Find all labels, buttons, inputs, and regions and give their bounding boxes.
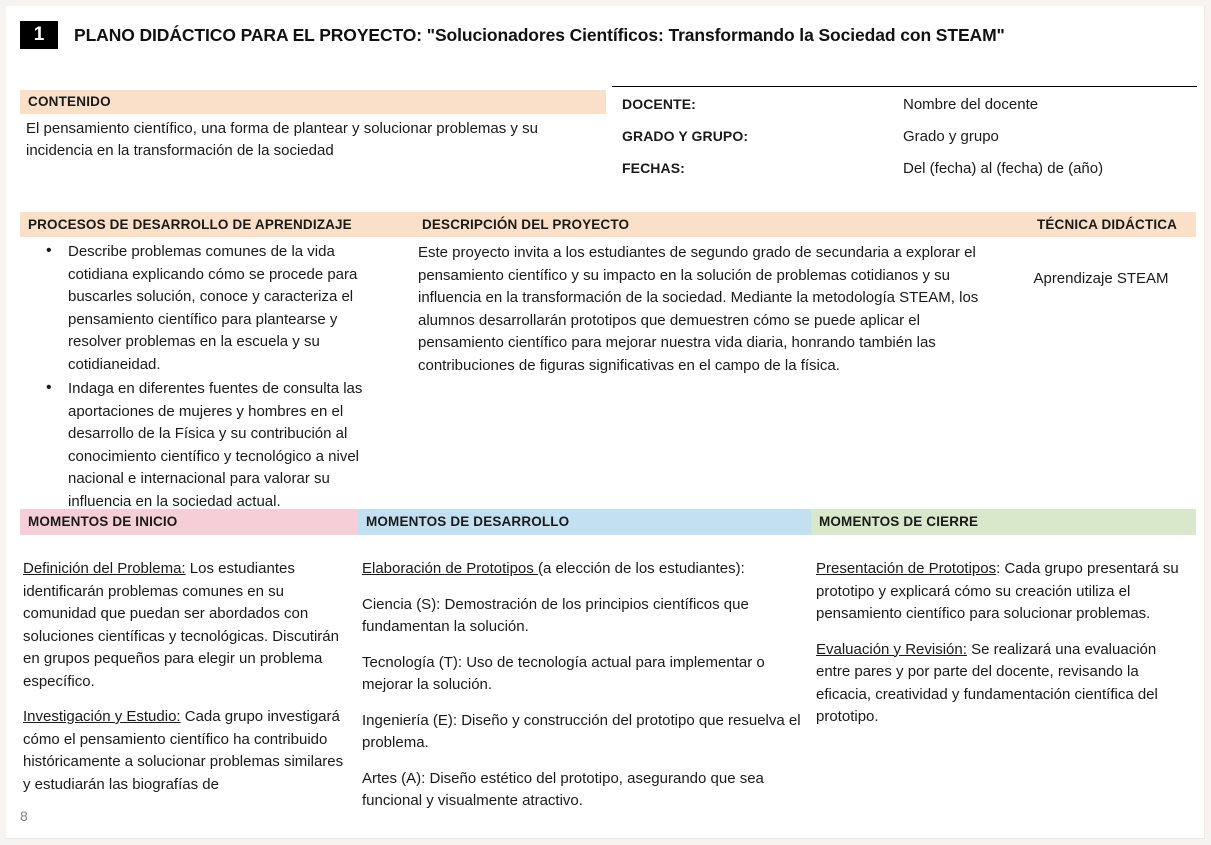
momentos-paragraph-body: Se realizará una evaluación entre pares y por parte del docente, revisando la eficacia, creatividad y fundamentación científica del prototipo.: [816, 640, 1158, 725]
descripcion-body-text: Este proyecto invita a los estudiantes de segundo grado de secundaria a explorar el pensamiento científico y su impacto en la solución de problemas cotidianos y su influencia en la transformación de la sociedad. Mediante la metodología STEAM, los alumnos desarrollarán prototipos que demuestren cómo se puede aplicar el pensamiento científico para mejorar nuestra vida diaria, honrando también las contribuciones de figuras significativas en el campo de la física.: [418, 244, 979, 374]
procesos-bullet-list: [36, 241, 392, 515]
section-number-badge: 1: [20, 21, 58, 49]
momentos-desarrollo-header-label: MOMENTOS DE DESARROLLO: [366, 514, 570, 529]
momentos-paragraph-body: (a elección de los estudiantes):: [537, 560, 745, 577]
info-label-docente: DOCENTE:: [622, 96, 696, 112]
momentos-paragraph: [362, 652, 802, 697]
contenido-header-band: [20, 90, 606, 114]
momentos-paragraph-body: Los estudiantes identificarán problemas comunes en su comunidad que puedan ser abordados con soluciones científicas y tecnológicas. Discutirán en grupos pequeños para elegir un problema específico.: [23, 560, 339, 690]
info-divider-rule: [612, 86, 1197, 87]
tecnica-didactica-value: Aprendizaje STEAM: [1033, 270, 1169, 287]
momentos-paragraph-body: Artes (A): Diseño estético del prototipo, asegurando que sea funcional y visualmente atractivo.: [362, 769, 764, 809]
momentos-paragraph-lead: Investigación y Estudio:: [23, 708, 181, 725]
info-label-grado-grupo: GRADO Y GRUPO:: [622, 128, 749, 144]
momentos-inicio-header-label: MOMENTOS DE INICIO: [28, 514, 178, 529]
momentos-paragraph: [816, 558, 1191, 626]
momentos-paragraph-body: Ingeniería (E): Diseño y construcción del prototipo que resuelva el problema.: [362, 711, 801, 751]
list-item: • Describe problemas comunes de la vida cotidiana explicando cómo se procede para buscarles solución, conoce y caracteriza el pensamiento científico para plantearse y resolver problemas en la escuela y su cotidianeidad.: [36, 241, 392, 376]
momentos-paragraph-body: : Cada grupo presentará su prototipo y explicará cómo su creación utiliza el pensamiento científico para solucionar problemas.: [816, 560, 1179, 622]
momentos-paragraph-body: Cada grupo investigará cómo el pensamiento científico ha contribuido históricamente a solucionar problemas similares y estudiarán las biografías de: [23, 708, 344, 793]
momentos-cierre-column: [816, 558, 1191, 729]
info-fields-block: [612, 92, 1197, 188]
momentos-paragraph: [23, 558, 353, 693]
momentos-paragraph: [23, 706, 353, 796]
momentos-paragraph-lead: Presentación de Prototipos: [816, 560, 997, 577]
momentos-paragraph-body: Tecnología (T): Uso de tecnología actual para implementar o mejorar la solución.: [362, 653, 765, 693]
momentos-paragraph-body: Ciencia (S): Demostración de los principios científicos que fundamentan la solución.: [362, 595, 749, 635]
momentos-paragraph-lead: Elaboración de Prototipos: [362, 560, 538, 577]
info-label-fechas: FECHAS:: [622, 160, 685, 176]
momentos-paragraph-lead: Definición del Problema:: [23, 560, 186, 577]
section2-header-band: [20, 212, 1196, 237]
momentos-paragraph-lead: Evaluación y Revisión:: [816, 640, 967, 658]
momentos-desarrollo-header-band: [358, 509, 811, 535]
info-value-grado-grupo: Grado y grupo: [903, 128, 999, 145]
info-row-docente: [612, 92, 1197, 124]
section2-header-descripcion: DESCRIPCIÓN DEL PROYECTO: [422, 217, 630, 232]
section2-header-procesos: PROCESOS DE DESARROLLO DE APRENDIZAJE: [28, 217, 352, 232]
info-row-fechas: [612, 156, 1197, 188]
momentos-paragraph: [362, 594, 802, 639]
momentos-paragraph: [816, 639, 1191, 729]
contenido-body-text: El pensamiento científico, una forma de plantear y solucionar problemas y su incidencia en la transformación de la sociedad: [26, 120, 538, 159]
info-value-docente: Nombre del docente: [903, 96, 1039, 113]
momentos-paragraph: [362, 768, 802, 813]
page-number: 8: [20, 808, 28, 824]
page-title: PLANO DIDÁCTICO PARA EL PROYECTO: "Solucionadores Científicos: Transformando la Sociedad con STEAM": [74, 24, 1005, 45]
list-item: • Indaga en diferentes fuentes de consulta las aportaciones de mujeres y hombres en el desarrollo de la Física y su contribución al conocimiento científico y tecnológico a nivel nacional e internacional para valorar su influencia en la sociedad actual.: [36, 378, 392, 513]
contenido-header-label: CONTENIDO: [28, 94, 111, 109]
momentos-paragraph: [362, 710, 802, 755]
momentos-cierre-header-band: [811, 509, 1196, 535]
info-value-fechas: Del (fecha) al (fecha) de (año): [903, 160, 1104, 177]
momentos-inicio-header-band: [20, 509, 358, 535]
section2-header-tecnica: TÉCNICA DIDÁCTICA: [1037, 217, 1178, 232]
page-title-row: [20, 18, 1190, 52]
momentos-cierre-header-label: MOMENTOS DE CIERRE: [819, 514, 979, 529]
info-row-grado-grupo: [612, 124, 1197, 156]
momentos-paragraph: [362, 558, 802, 581]
momentos-inicio-column: [23, 558, 353, 796]
momentos-desarrollo-column: [362, 558, 802, 813]
document-page: [6, 6, 1205, 839]
